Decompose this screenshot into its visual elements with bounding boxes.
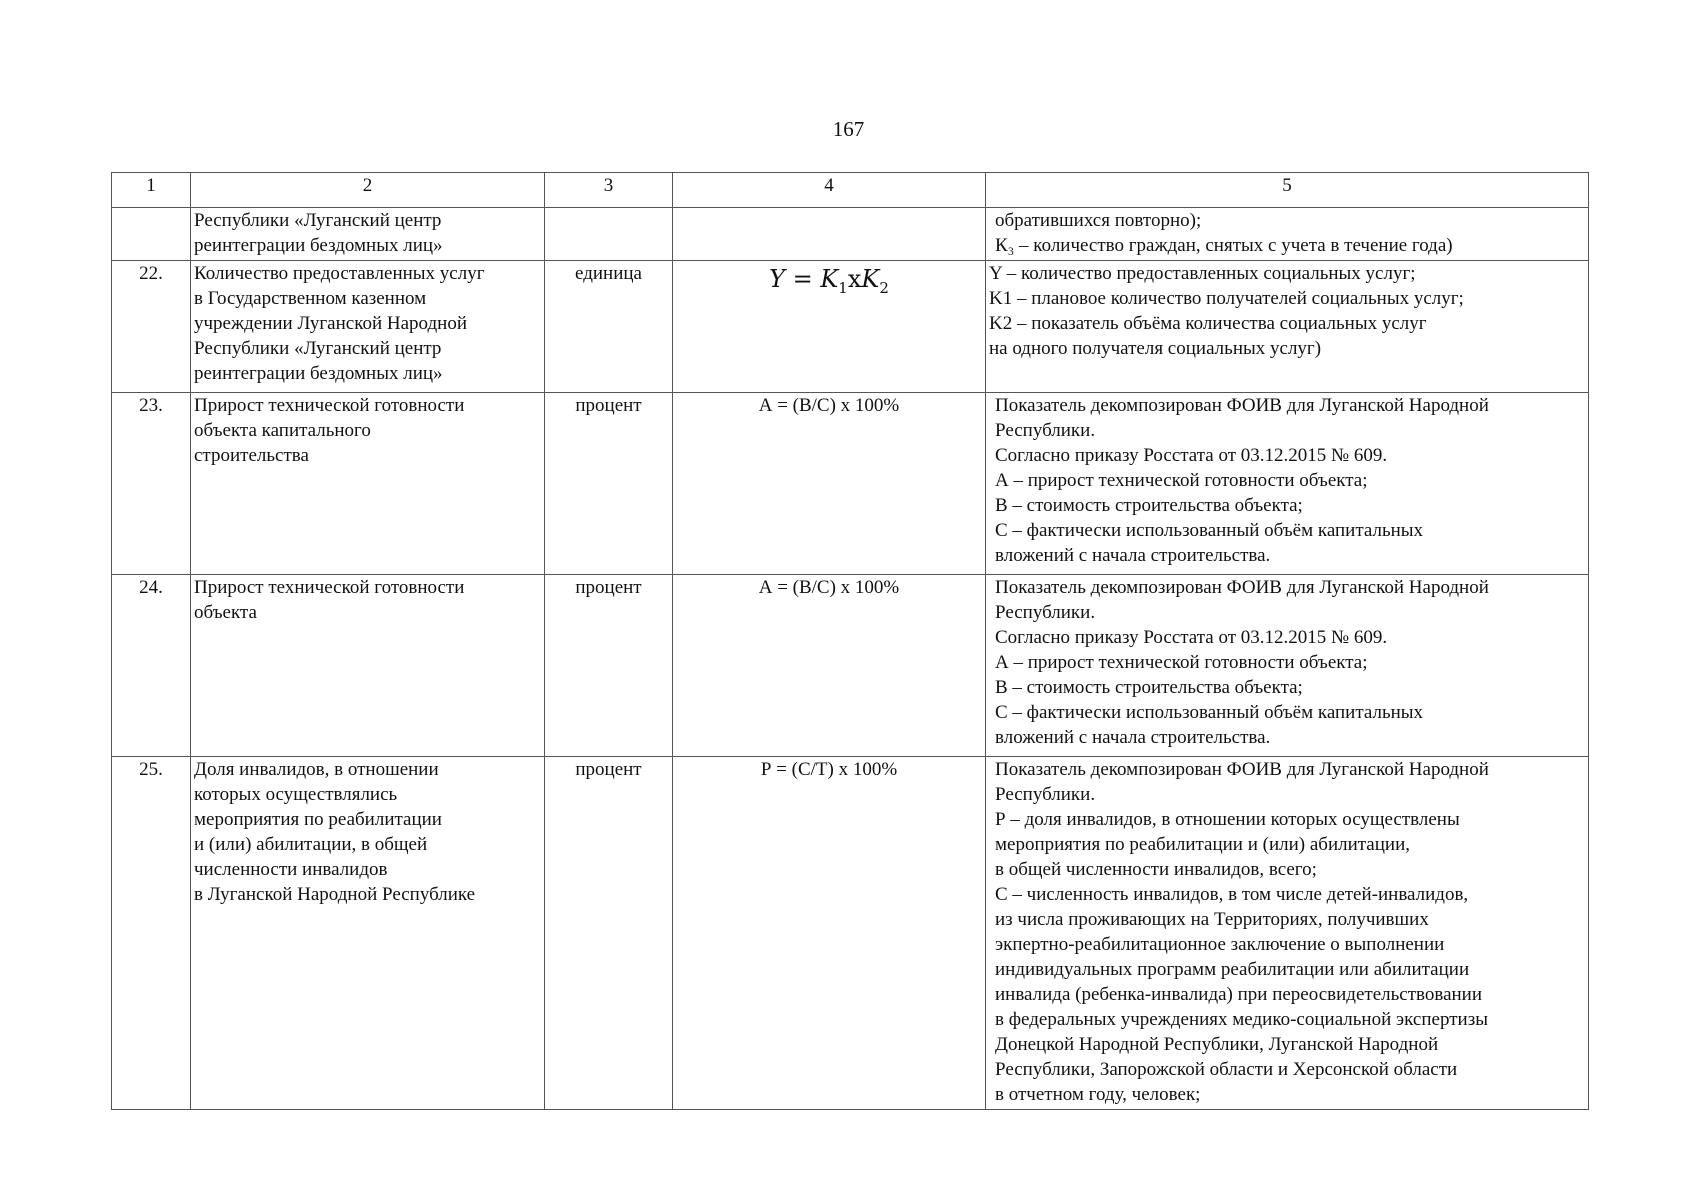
text-line: С – численность инвалидов, в том числе детей-инвалидов, (995, 884, 1469, 905)
text-line: объекта (194, 602, 257, 623)
formula-cell: А = (В/С) х 100% (673, 575, 986, 757)
text-line: вложений с начала строительства. (995, 727, 1271, 748)
formula-k1: K (820, 265, 839, 293)
text-line: Доля инвалидов, в отношении (194, 759, 439, 780)
text-line: А – прирост технической готовности объекта; (995, 652, 1368, 673)
text-line: Показатель декомпозирован ФОИВ для Луганской Народной (995, 395, 1489, 416)
indicator-table (111, 172, 1589, 1110)
text-line: Республики, Запорожской области и Херсонской области (995, 1059, 1458, 1080)
text-line: Донецкой Народной Республики, Луганской Народной (995, 1034, 1439, 1055)
text-line: в федеральных учреждениях медико-социальной экспертизы (995, 1009, 1488, 1030)
text-line: вложений с начала строительства. (995, 545, 1271, 566)
row-number: 22. (112, 261, 191, 393)
text-line: Показатель декомпозирован ФОИВ для Луганской Народной (995, 577, 1489, 598)
page-number: 167 (832, 117, 865, 141)
formula-operator: x (847, 265, 862, 293)
text-line: Y – количество предоставленных социальных услуг; (989, 263, 1416, 284)
header-col-4: 4 (673, 173, 986, 208)
text-line: Республики «Луганский центр (194, 210, 442, 231)
text-line: А – прирост технической готовности объекта; (995, 470, 1368, 491)
text-line: и (или) абилитации, в общей (194, 834, 428, 855)
text-line: инвалида (ребенка-инвалида) при переосвидетельствовании (995, 984, 1483, 1005)
text-line: из числа проживающих на Территориях, получивших (995, 909, 1429, 930)
description-cell (986, 757, 1589, 1110)
text-line: строительства (194, 445, 309, 466)
text-line: в Луганской Народной Республике (194, 884, 476, 905)
description-cell (986, 261, 1589, 393)
unit-cell: процент (545, 575, 673, 757)
formula-math: $Y = K_1xK_2$ (769, 265, 889, 297)
formula-cell (673, 261, 986, 393)
description-cell (986, 575, 1589, 757)
header-col-3: 3 (545, 173, 673, 208)
text-line: К₃ – количество граждан, снятых с учета в течение года) (995, 235, 1453, 256)
row-number (112, 208, 191, 261)
indicator-name (191, 575, 545, 757)
table-row (112, 757, 1589, 1110)
text-line: мероприятия по реабилитации и (или) абилитации, (995, 834, 1410, 855)
text-line: реинтеграции бездомных лиц» (194, 235, 443, 256)
formula-lhs: Y (769, 265, 785, 293)
unit-cell: процент (545, 757, 673, 1110)
text-line: реинтеграции бездомных лиц» (194, 363, 443, 384)
text-line: Республики. (995, 602, 1096, 623)
text-line: Прирост технической готовности (194, 395, 465, 416)
indicator-name (191, 393, 545, 575)
text-line: K2 – показатель объёма количества социальных услуг (989, 313, 1427, 334)
indicator-name (191, 208, 545, 261)
formula-cell (673, 208, 986, 261)
text-line: мероприятия по реабилитации (194, 809, 442, 830)
text-line: обратившихся повторно); (995, 210, 1202, 231)
text-line: В – стоимость строительства объекта; (995, 495, 1303, 516)
description-cell (986, 208, 1589, 261)
header-col-1: 1 (112, 173, 191, 208)
table-header-row (112, 173, 1589, 208)
row-number: 24. (112, 575, 191, 757)
row-number: 23. (112, 393, 191, 575)
text-line: которых осуществлялись (194, 784, 398, 805)
formula-cell: Р = (С/Т) х 100% (673, 757, 986, 1110)
text-line: Согласно приказу Росстата от 03.12.2015 № 609. (995, 445, 1388, 466)
indicator-name (191, 261, 545, 393)
text-line: Республики «Луганский центр (194, 338, 442, 359)
unit-cell: процент (545, 393, 673, 575)
text-line: Р – доля инвалидов, в отношении которых осуществлены (995, 809, 1460, 830)
text-line: экпертно-реабилитационное заключение о выполнении (995, 934, 1445, 955)
text-line: Республики. (995, 784, 1096, 805)
formula-cell: А = (В/С) х 100% (673, 393, 986, 575)
table-row (112, 393, 1589, 575)
header-col-5: 5 (986, 173, 1589, 208)
table-row (112, 208, 1589, 261)
table-row (112, 261, 1589, 393)
text-line: Согласно приказу Росстата от 03.12.2015 № 609. (995, 627, 1388, 648)
text-line: учреждении Луганской Народной (194, 313, 468, 334)
text-line: численности инвалидов (194, 859, 388, 880)
text-line: Прирост технической готовности (194, 577, 465, 598)
indicator-name (191, 757, 545, 1110)
text-line: в общей численности инвалидов, всего; (995, 859, 1317, 880)
text-line: индивидуальных программ реабилитации или абилитации (995, 959, 1470, 980)
text-line: С – фактически использованный объём капитальных (995, 520, 1424, 541)
text-line: в отчетном году, человек; (995, 1084, 1201, 1105)
text-line: Республики. (995, 420, 1096, 441)
row-number: 25. (112, 757, 191, 1110)
formula-k2-sub: 2 (879, 278, 889, 297)
text-line: в Государственном казенном (194, 288, 427, 309)
text-line: объекта капитального (194, 420, 371, 441)
unit-cell (545, 208, 673, 261)
text-line: С – фактически использованный объём капитальных (995, 702, 1424, 723)
text-line: на одного получателя социальных услуг) (989, 338, 1322, 359)
formula-k2: K (861, 265, 880, 293)
text-line: Количество предоставленных услуг (194, 263, 485, 284)
text-line: K1 – плановое количество получателей социальных услуг; (989, 288, 1464, 309)
table-row (112, 575, 1589, 757)
formula-k1-sub: 1 (838, 278, 848, 297)
unit-cell: единица (545, 261, 673, 393)
header-col-2: 2 (191, 173, 545, 208)
description-cell (986, 393, 1589, 575)
text-line: В – стоимость строительства объекта; (995, 677, 1303, 698)
text-line: Показатель декомпозирован ФОИВ для Луганской Народной (995, 759, 1489, 780)
